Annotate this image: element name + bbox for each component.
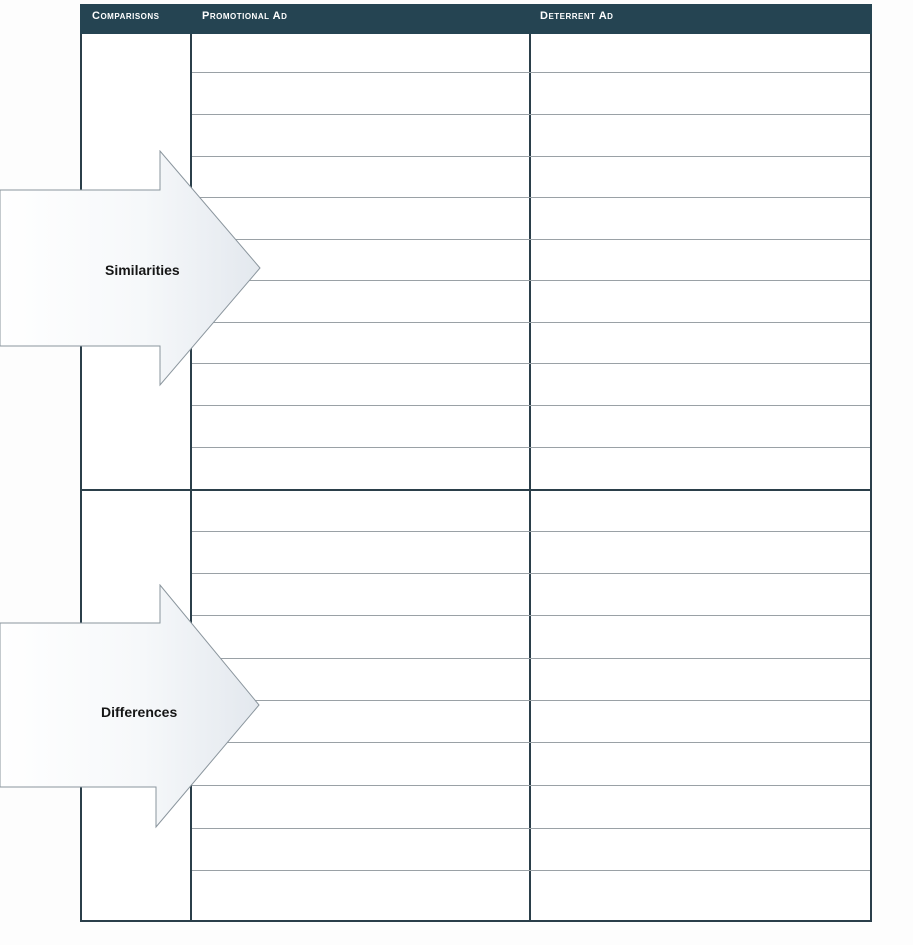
writing-line[interactable]	[192, 322, 870, 323]
writing-line[interactable]	[192, 239, 870, 240]
writing-line[interactable]	[192, 280, 870, 281]
writing-line[interactable]	[192, 615, 870, 616]
writing-line[interactable]	[192, 573, 870, 574]
writing-line[interactable]	[192, 114, 870, 115]
writing-line[interactable]	[192, 447, 870, 448]
writing-line[interactable]	[192, 405, 870, 406]
writing-line[interactable]	[192, 197, 870, 198]
header-comparisons: Comparisons	[92, 10, 160, 22]
writing-line[interactable]	[192, 742, 870, 743]
writing-line[interactable]	[192, 658, 870, 659]
writing-line[interactable]	[192, 156, 870, 157]
writing-line[interactable]	[192, 363, 870, 364]
writing-line[interactable]	[192, 72, 870, 73]
row-label-similarities: Similarities	[105, 262, 180, 278]
writing-line[interactable]	[192, 828, 870, 829]
writing-line[interactable]	[192, 785, 870, 786]
writing-line[interactable]	[192, 870, 870, 871]
writing-line[interactable]	[192, 531, 870, 532]
section-divider	[80, 489, 872, 491]
writing-line[interactable]	[192, 700, 870, 701]
row-label-differences: Differences	[101, 704, 178, 720]
table-header	[80, 4, 872, 34]
column-divider-middle	[529, 34, 531, 922]
header-promotional-ad: Promotional Ad	[202, 10, 288, 22]
header-deterrent-ad: Deterrent Ad	[540, 10, 614, 22]
